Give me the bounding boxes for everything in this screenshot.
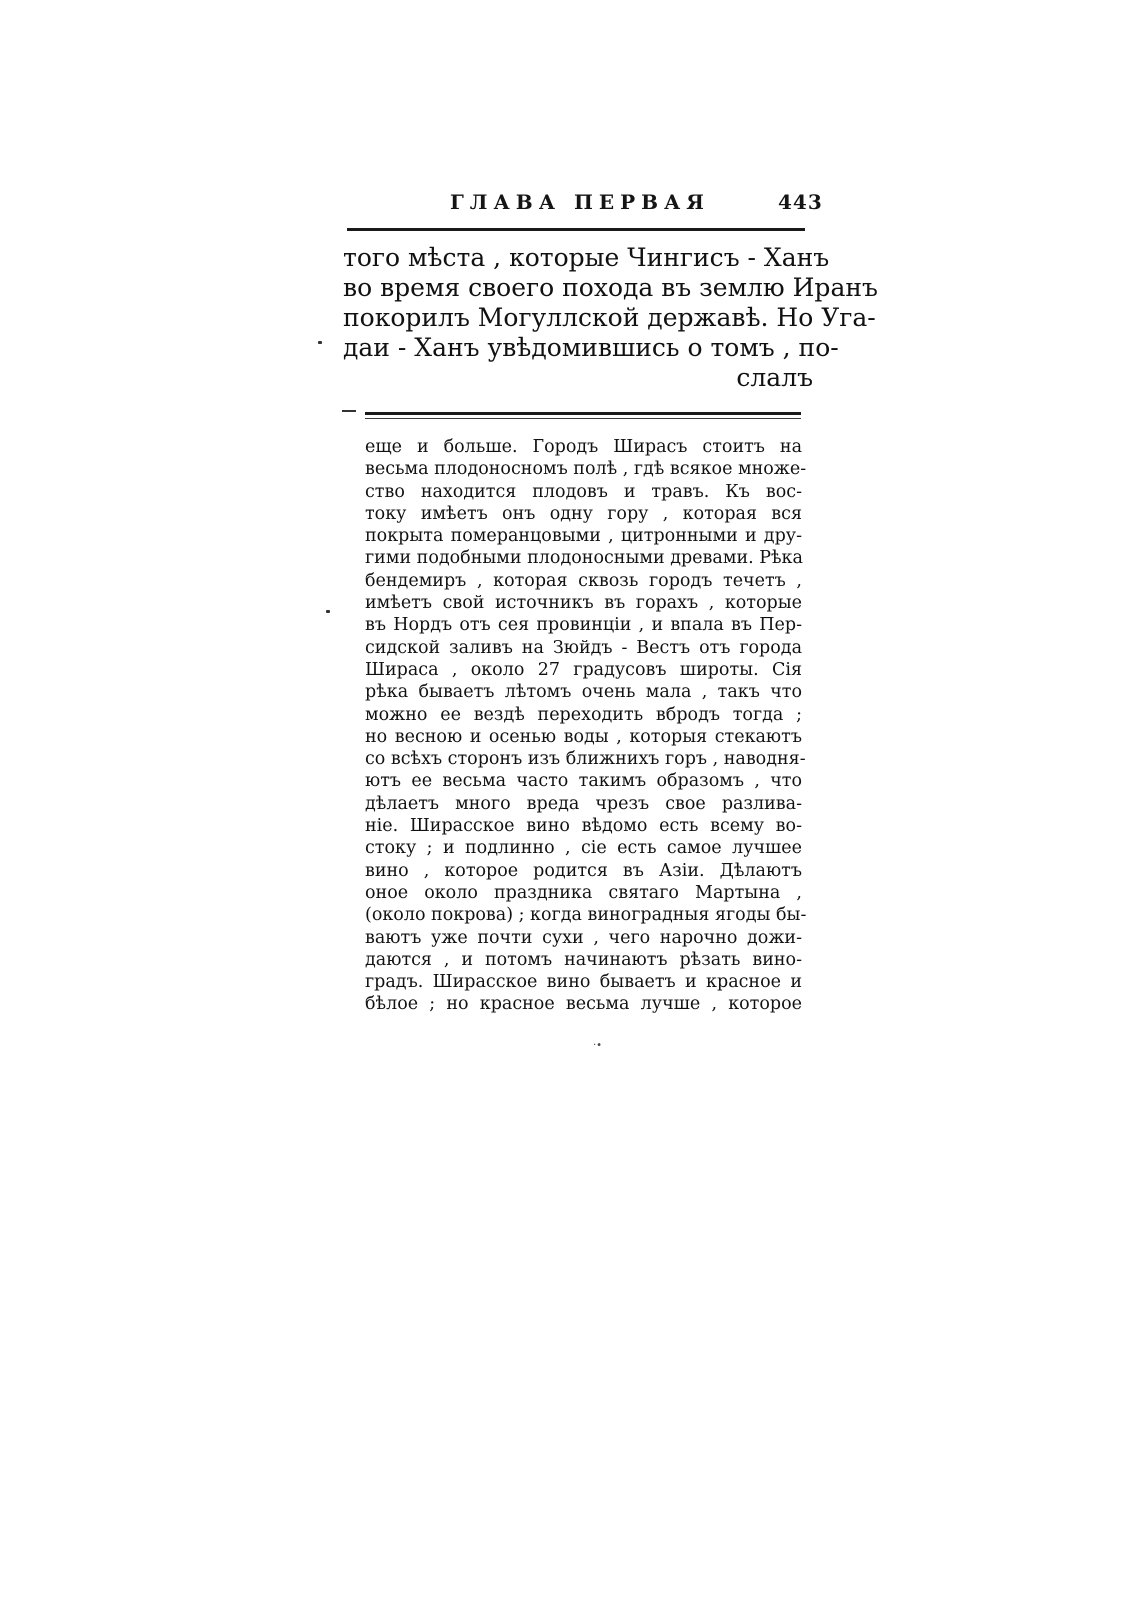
text-line: имѣетъ свой источникъ въ горахъ , которые: [365, 593, 802, 614]
text-line: ютъ ее весьма часто такимъ образомъ , что: [365, 771, 802, 792]
print-speck: [318, 341, 322, 344]
text-line: бѣлое ; но красное весьма лучше , которое: [365, 994, 802, 1015]
print-speck: [342, 410, 356, 412]
text-line: стоку ; и подлинно , сіе есть самое лучшее: [365, 838, 802, 859]
text-line: но весною и осенью воды , которыя стекаютъ: [365, 726, 802, 747]
lower-text-block: [365, 436, 807, 1016]
text-line: ніе. Ширасское вино вѣдомо есть всему во-: [365, 816, 802, 837]
text-line: весьма плодоносномъ полѣ , гдѣ всякое множе-: [365, 459, 807, 480]
text-line: можно ее вездѣ переходить вбродъ тогда ;: [365, 704, 802, 725]
upper-text-block: [343, 243, 878, 393]
text-line: Шираса , около 27 градусовъ широты. Сія: [365, 659, 802, 680]
text-line: со всѣхъ сторонъ изъ ближнихъ горъ , наводня-: [365, 749, 806, 770]
text-line: току имѣетъ онъ одну гору , которая вся: [365, 503, 802, 524]
text-line: дѣлаетъ много вреда чрезъ свое разлива-: [365, 793, 802, 814]
text-line: рѣка бываетъ лѣтомъ очень мала , такъ что: [365, 682, 802, 703]
text-line: оное около праздника святаго Мартына ,: [365, 882, 802, 903]
header-rule: [347, 228, 805, 231]
text-line: даи - Ханъ увѣдомившись о томъ , по-: [343, 333, 839, 362]
text-line: гими подобными плодоносными древами. Рѣка: [365, 548, 803, 569]
text-line: покрыта померанцовыми , цитронными и дру-: [365, 526, 802, 547]
print-speck: ·•: [593, 1040, 603, 1051]
text-line: еще и больше. Городъ Ширасъ стоитъ на: [365, 437, 802, 457]
text-line: въ Нордъ отъ сея провинціи , и впала въ Пер-: [365, 615, 802, 636]
section-rule: [365, 412, 801, 415]
text-line: градъ. Ширасское вино бываетъ и красное и: [365, 972, 802, 993]
text-line: (около покрова) ; когда виноградныя ягоды бы-: [365, 905, 807, 926]
text-line: даются , и потомъ начинаютъ рѣзать вино-: [365, 949, 802, 970]
text-line: вино , которое родится въ Азіи. Дѣлаютъ: [365, 860, 802, 881]
section-rule-thin: [365, 418, 801, 419]
print-speck: [326, 610, 330, 613]
page-number: 443: [778, 190, 823, 214]
text-line: покорилъ Могуллской державѣ. Но Уга-: [343, 303, 876, 332]
text-line: того мѣста , которые Чингисъ - Ханъ: [343, 243, 830, 272]
text-line: во время своего похода въ землю Иранъ: [343, 273, 878, 302]
running-head: ГЛАВА ПЕРВАЯ: [450, 190, 710, 214]
text-line: ваютъ уже почти сухи , чего нарочно дожи-: [365, 927, 802, 948]
text-line: бендемиръ , которая сквозь городъ течетъ ,: [365, 570, 802, 591]
text-line: слалъ: [736, 363, 813, 392]
text-line: ство находится плодовъ и травъ. Къ вос-: [365, 481, 802, 502]
text-line: сидской заливъ на Зюйдъ - Вестъ отъ города: [365, 637, 802, 658]
